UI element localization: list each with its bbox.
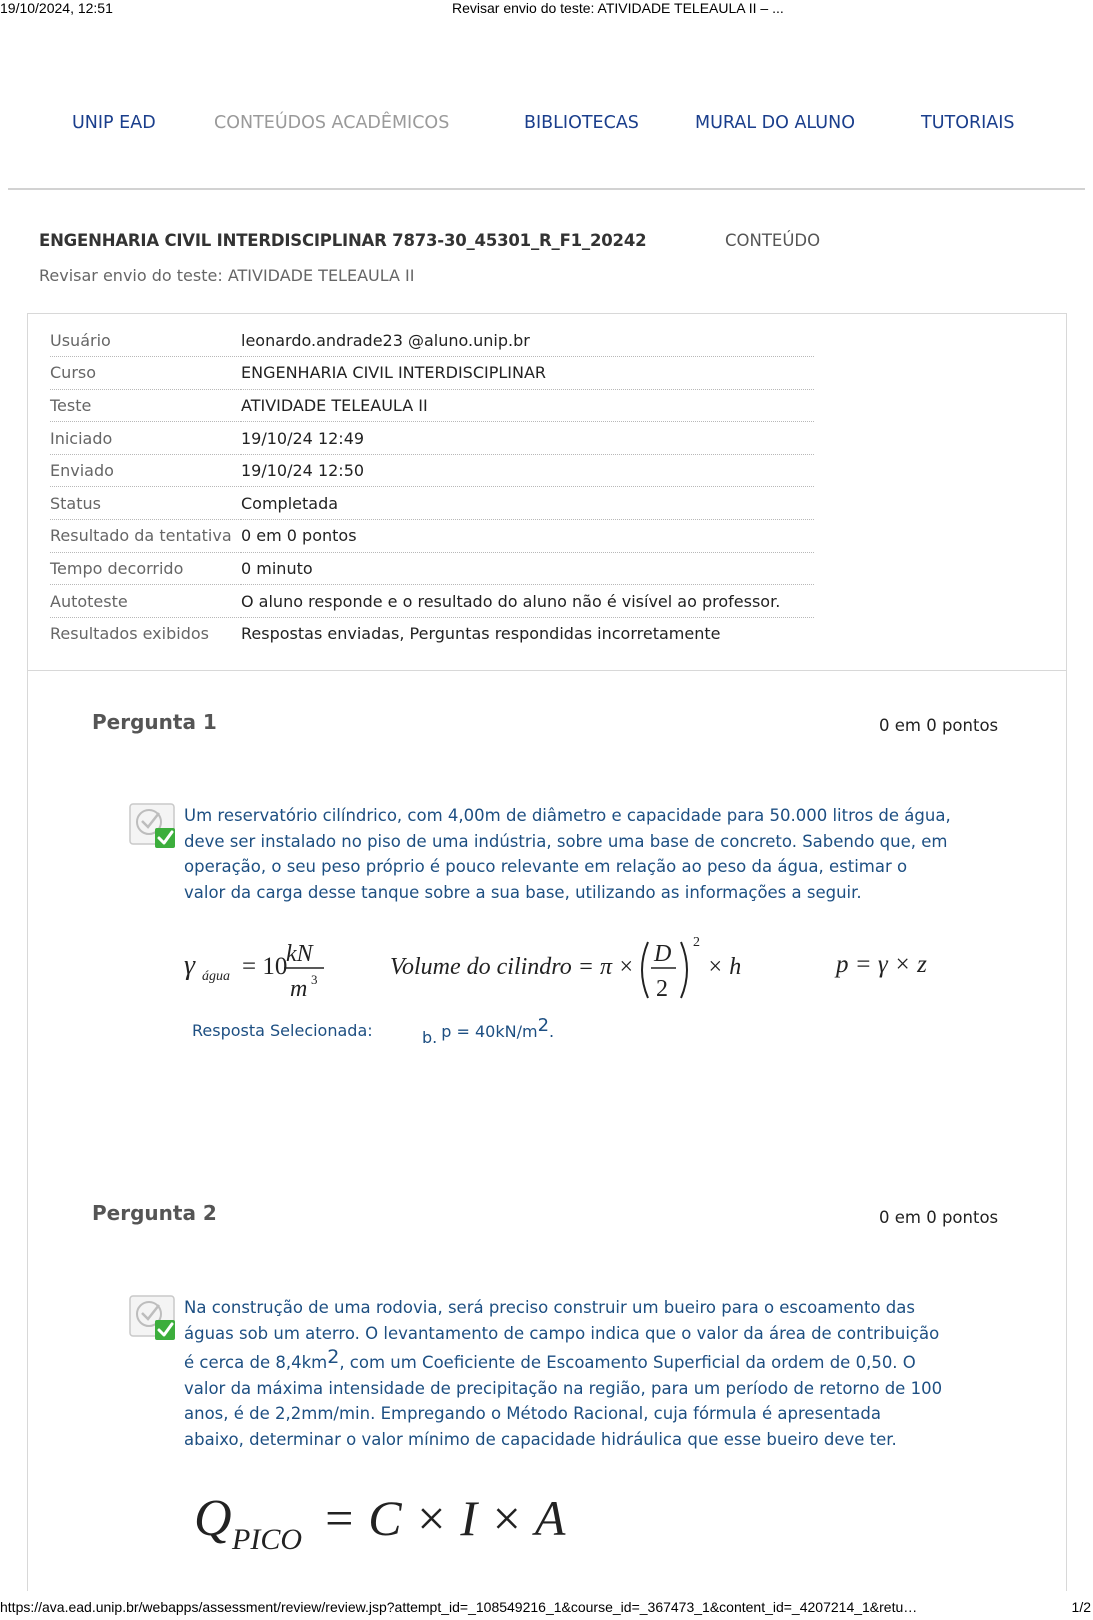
info-value: Respostas enviadas, Perguntas respondidas incorretamente <box>241 624 721 644</box>
info-key: Curso <box>50 357 241 390</box>
text-exponent: 2 <box>327 1346 340 1369</box>
answer-text: p = 40kN/m <box>441 1022 538 1041</box>
print-url: https://ava.ead.unip.br/webapps/assessment/review/review.jsp?attempt_id=_108549216_1&course_id=_367473_1&content_id=_4207214_1&retu… <box>0 1599 918 1615</box>
info-key: Resultados exibidos <box>50 624 209 644</box>
answer-label: Resposta Selecionada: <box>192 1021 373 1040</box>
formula-pressure: p = γ × z <box>836 951 927 978</box>
info-row <box>50 324 814 357</box>
question-text-line: Um reservatório cilíndrico, com 4,00m de diâmetro e capacidade para 50.000 litros de água, <box>184 806 951 825</box>
correct-answer-icon <box>129 1294 177 1342</box>
info-row <box>50 454 814 487</box>
info-row <box>50 585 814 618</box>
info-key: Teste <box>50 389 241 422</box>
question-text-line: operação, o seu peso próprio é pouco relevante em relação ao peso da água, estimar o <box>184 857 908 877</box>
info-value: 0 em 0 pontos <box>241 520 814 553</box>
print-page-title: Revisar envio do teste: ATIVIDADE TELEAULA II – ... <box>452 0 784 16</box>
formula-q: Q <box>194 1490 232 1547</box>
nav-tutoriais[interactable]: TUTORIAIS <box>921 113 1015 133</box>
formula-gamma-den-exp: 3 <box>311 972 318 987</box>
info-value: ATIVIDADE TELEAULA II <box>241 389 814 422</box>
formula-gamma-sub: água <box>202 969 230 984</box>
info-key: Resultado da tentativa <box>50 520 241 553</box>
formula-volume-tail: × h <box>707 954 742 980</box>
question-2-formula <box>190 1485 580 1560</box>
formula-volume-den: 2 <box>656 976 668 1002</box>
info-key: Autoteste <box>50 585 241 618</box>
correct-answer-icon <box>129 802 177 850</box>
info-value: ENGENHARIA CIVIL INTERDISCIPLINAR <box>241 357 814 390</box>
formula-q-sub: PICO <box>232 1523 302 1556</box>
question-text-line: deve ser instalado no piso de uma indústria, sobre uma base de concreto. Sabendo que, em <box>184 831 948 851</box>
answer-exponent: 2 <box>537 1015 550 1036</box>
info-key: Iniciado <box>50 422 241 455</box>
info-row <box>50 617 814 650</box>
formula-volume-num: D <box>654 941 672 967</box>
attempt-info-panel <box>27 313 1067 671</box>
question-text-line: valor da máxima intensidade de precipitação na região, para um período de retorno de 100 <box>184 1378 943 1398</box>
nav-mural-do-aluno[interactable]: MURAL DO ALUNO <box>695 113 855 133</box>
question-2-title: Pergunta 2 <box>92 1201 217 1225</box>
print-header <box>0 0 1093 20</box>
info-value: 19/10/24 12:50 <box>241 454 814 487</box>
info-key: Usuário <box>50 324 241 357</box>
selected-answer <box>422 1015 555 1047</box>
info-value: O aluno responde e o resultado do aluno não é visível ao professor. <box>241 585 814 618</box>
top-nav <box>0 113 1093 143</box>
question-text-line: Na construção de uma rodovia, será preciso construir um bueiro para o escoamento das <box>184 1298 915 1317</box>
question-1-formulas <box>180 928 940 1008</box>
question-text-line <box>184 1346 974 1376</box>
breadcrumb: Revisar envio do teste: ATIVIDADE TELEAULA II <box>39 266 415 285</box>
question-text-line: abaixo, determinar o valor mínimo de capacidade hidráulica que esse bueiro deve ter. <box>184 1429 897 1449</box>
print-datetime: 19/10/2024, 12:51 <box>0 0 113 16</box>
answer-letter: b. <box>422 1028 438 1047</box>
info-value: 19/10/24 12:49 <box>241 422 814 455</box>
info-row <box>50 487 814 520</box>
formula-gamma-eq: = 10 <box>242 953 288 980</box>
question-1-points: 0 em 0 pontos <box>879 716 999 735</box>
text-segment: é cerca de 8,4km <box>184 1353 328 1373</box>
nav-conteudos-academicos[interactable]: CONTEÚDOS ACADÊMICOS <box>214 113 450 133</box>
formula-gamma: γ <box>184 950 196 981</box>
paren-right <box>681 942 687 998</box>
formula-volume-text: Volume do cilindro = π × <box>390 954 635 980</box>
question-1-title: Pergunta 1 <box>92 710 217 734</box>
info-value: Completada <box>241 487 814 520</box>
print-footer <box>0 1599 1093 1620</box>
text-segment: , com um Coeficiente de Escoamento Superficial da ordem de 0,50. O <box>339 1353 916 1373</box>
formula-gamma-num: kN <box>286 941 313 967</box>
conteudo-link[interactable]: CONTEÚDO <box>725 231 821 250</box>
info-key: Enviado <box>50 454 241 487</box>
info-key: Tempo decorrido <box>50 552 241 585</box>
question-2-points: 0 em 0 pontos <box>879 1208 999 1227</box>
question-text-line: anos, é de 2,2mm/min. Empregando o Método Racional, cuja fórmula é apresentada <box>184 1404 881 1424</box>
nav-unip-ead[interactable]: UNIP EAD <box>72 113 156 133</box>
info-row <box>50 357 814 390</box>
formula-gamma-den: m <box>290 976 308 1002</box>
course-title[interactable]: ENGENHARIA CIVIL INTERDISCIPLINAR 7873-30_45301_R_F1_20242 <box>39 231 647 250</box>
info-row <box>50 552 814 585</box>
attempt-info-table <box>50 324 814 650</box>
info-row <box>50 389 814 422</box>
formula-rhs: = C × I × A <box>322 1490 566 1546</box>
nav-divider <box>8 188 1085 190</box>
page-number: 1/2 <box>1071 1599 1091 1615</box>
answer-tail: . <box>549 1022 555 1041</box>
info-row <box>50 422 814 455</box>
formula-volume-exp: 2 <box>693 935 700 950</box>
nav-bibliotecas[interactable]: BIBLIOTECAS <box>524 113 639 133</box>
info-value: leonardo.andrade23 @aluno.unip.br <box>241 324 814 357</box>
question-text-line: valor da carga desse tanque sobre a sua base, utilizando as informações a seguir. <box>184 882 862 902</box>
question-1-text <box>184 803 974 905</box>
info-value: 0 minuto <box>241 552 814 585</box>
paren-left <box>642 942 648 998</box>
info-key: Status <box>50 487 241 520</box>
question-text-line: águas sob um aterro. O levantamento de campo indica que o valor da área de contribuição <box>184 1323 940 1343</box>
info-row <box>50 520 814 553</box>
question-2-text <box>184 1295 974 1453</box>
